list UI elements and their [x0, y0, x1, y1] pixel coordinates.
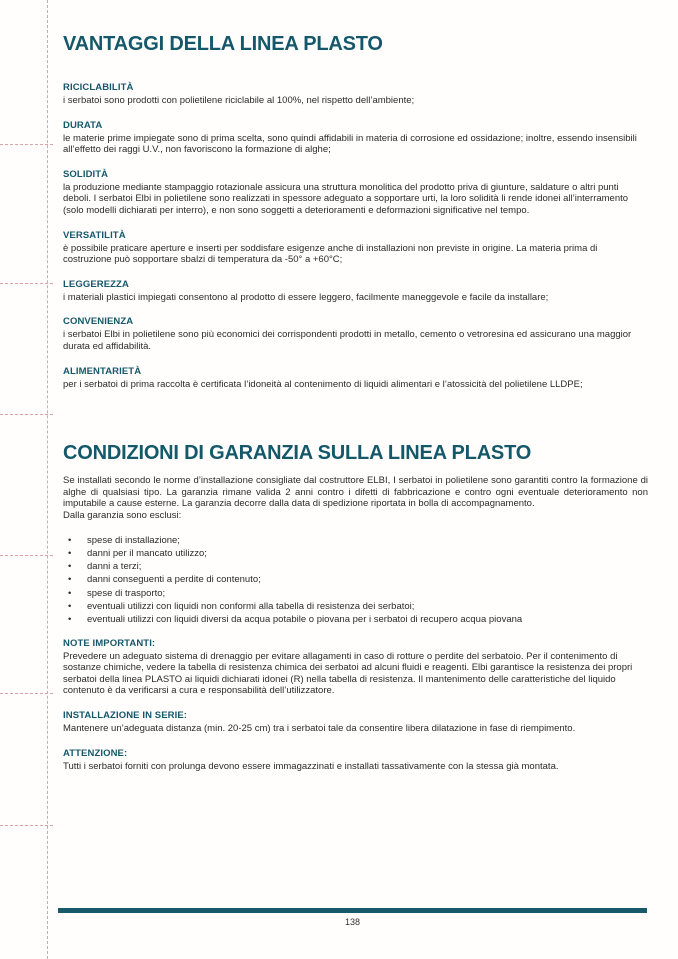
section-body: le materie prime impiegate sono di prima scelta, sono quindi affidabili in materia di corrosione ed ossidazione; inoltre, essendo insensibili all’effetto dei raggi U.V., non favoriscono la formazione di alghe; [63, 132, 637, 156]
fold-mark-horizontal [0, 825, 53, 826]
page-title-vantaggi: VANTAGGI DELLA LINEA PLASTO [63, 33, 383, 55]
bullet-icon: • [68, 587, 72, 599]
fold-mark-horizontal [0, 555, 53, 556]
section-body: la produzione mediante stampaggio rotazionale assicura una struttura monolitica del prodotto priva di giunture, saldature o altri punti deboli. I serbatoi Elbi in polietilene sono realizzati in spessore adeguato a sopportare urti, la loro solidità li rende idonei all’interramento (solo modelli dichiarati per interro), e non sono soggetti a deterioramenti e deformazioni significative nel tempo. [63, 181, 629, 216]
fold-mark-horizontal [0, 693, 53, 694]
section-riciclabilita [63, 82, 648, 107]
list-item: • eventuali utilizzi con liquidi diversi da acqua potabile o piovana per i serbatoi di recupero acqua piovana [63, 613, 648, 626]
section-versatilita [63, 230, 648, 266]
bullet-icon: • [68, 534, 72, 546]
section-body: è possibile praticare aperture e inserti per soddisfare esigenze anche di installazioni non previste in origine. La materia prima di costruzione può sopportare sbalzi di temperatura da -50° a +60°C; [63, 242, 598, 266]
section-heading: ALIMENTARIETÀ [63, 365, 142, 377]
section-durata [63, 120, 648, 156]
note-body: Mantenere un’adeguata distanza (min. 20-25 cm) tra i serbatoi tale da consentire libera dilatazione in fase di riempimento. [63, 722, 576, 734]
bullet-icon: • [68, 561, 72, 573]
fold-mark-horizontal [0, 414, 53, 415]
list-item: • spese di installazione; [63, 534, 648, 547]
list-item: • spese di trasporto; [63, 587, 648, 600]
page-title-garanzia: CONDIZIONI DI GARANZIA SULLA LINEA PLASTO [63, 442, 532, 465]
page-content [63, 33, 648, 785]
page-number: 138 [344, 917, 361, 927]
list-item: • danni a terzi; [63, 560, 648, 573]
section-body: i materiali plastici impiegati consentono al prodotto di essere leggero, facilmente maneggevole e facile da installare; [63, 291, 549, 303]
fold-mark-horizontal [0, 144, 53, 145]
section-heading: LEGGEREZZA [63, 278, 129, 290]
section-leggerezza [63, 279, 648, 304]
section-body: i serbatoi Elbi in polietilene sono più economici dei corrispondenti prodotti in metallo, cemento o vetroresina ed assicurano una maggior durata ed affidabilità. [63, 329, 632, 352]
note-body: Tutti i serbatoi forniti con prolunga devono essere immagazzinati e installati tassativamente con la stessa già montata. [63, 760, 559, 772]
garanzia-intro [63, 475, 648, 521]
garanzia-exclusions-list [63, 534, 648, 627]
bullet-icon: • [68, 547, 72, 559]
note-installazione-in-serie [63, 710, 648, 735]
note-body: Prevedere un adeguato sistema di drenaggio per evitare allagamenti in caso di rotture o perdite del serbatoio. Per il contenimento di sostanze chimiche, vedere la tabella di resistenza chimica dei serbatoi ad alcuni fluidi e reagenti. Elbi garantisce la resistenza dei propri serbatoi della linea PLASTO ai liquidi dichiarati idonei (R) nella tabella di resistenza. Il mantenimento delle caratteristiche del liquido contenuto è da verificarsi a cura e responsabilità dell’utilizzatore. [63, 650, 633, 697]
note-attenzione [63, 748, 648, 773]
footer-divider-bar [58, 908, 647, 913]
section-alimentarieta [63, 366, 648, 391]
fold-mark-horizontal [0, 283, 53, 284]
garanzia-intro-text: Se installati secondo le norme d’installazione consigliate dal costruttore ELBI, I serbatoi in polietilene sono garantiti contro la formazione di alghe di qualsiasi tipo. La garanzia rimane valida 2 anni contro i difetti di fabbricazione e contro ogni eventuale deterioramento non imputabile a cause esterne. La garanzia decorre dalla data di spedizione riportata in bolla di accompagnamento. [63, 475, 648, 510]
note-heading: ATTENZIONE: [63, 747, 128, 759]
list-item: • danni per il mancato utilizzo; [63, 547, 648, 560]
bullet-icon: • [68, 614, 72, 626]
section-body: per i serbatoi di prima raccolta è certificata l’idoneità al contenimento di liquidi alimentari e l’atossicità del polietilene LLDPE; [63, 378, 583, 390]
garanzia-exclusions-label: Dalla garanzia sono esclusi: [63, 509, 182, 521]
note-heading: INSTALLAZIONE IN SERIE: [63, 709, 188, 721]
section-heading: RICICLABILITÀ [63, 82, 134, 93]
list-item: • eventuali utilizzi con liquidi non conformi alla tabella di resistenza dei serbatoi; [63, 600, 648, 613]
list-item: • danni conseguenti a perdite di contenuto; [63, 573, 648, 586]
bullet-icon: • [68, 574, 72, 586]
section-body: i serbatoi sono prodotti con polietilene riciclabile al 100%, nel rispetto dell’ambiente; [63, 95, 415, 106]
section-solidita [63, 169, 648, 217]
note-heading: NOTE IMPORTANTI: [63, 637, 156, 649]
section-heading: CONVENIENZA [63, 316, 134, 328]
section-heading: DURATA [63, 119, 103, 131]
note-importanti [63, 638, 648, 697]
section-heading: SOLIDITÀ [63, 168, 109, 180]
section-heading: VERSATILITÀ [63, 229, 126, 241]
bullet-icon: • [68, 600, 72, 612]
section-convenienza [63, 316, 648, 352]
